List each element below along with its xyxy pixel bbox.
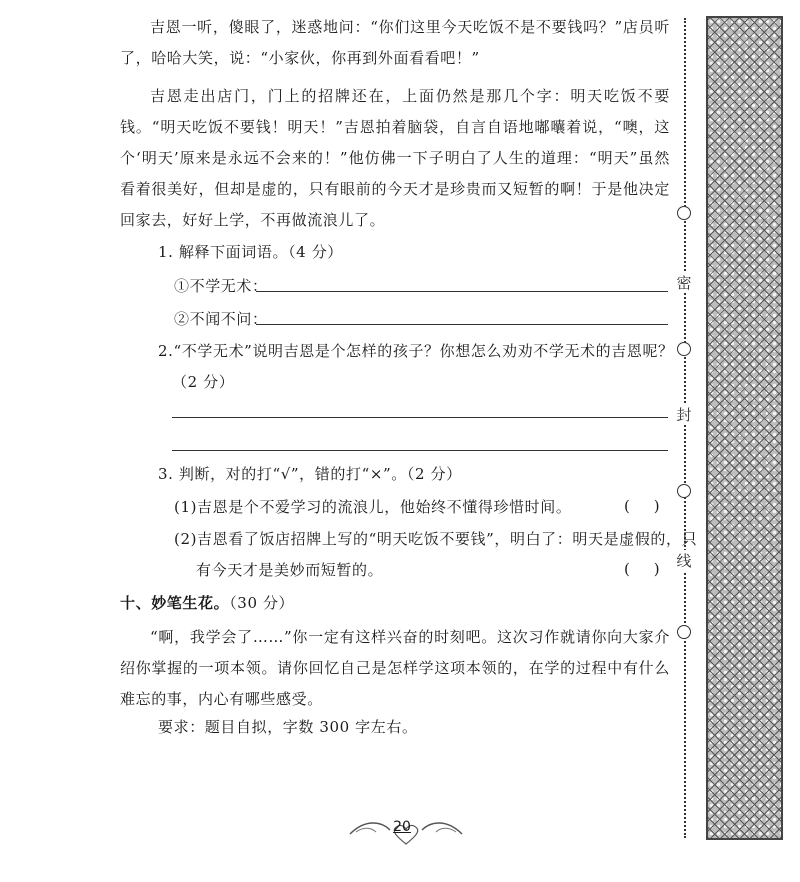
section-10-heading: 十、妙笔生花。 [120, 594, 230, 612]
q1-item-1-label: ①不学无术： [174, 277, 268, 295]
q1-item-2-label: ②不闻不问： [174, 310, 268, 328]
binding-hole-icon [677, 484, 691, 498]
q3-item-2-continued: 有今天才是美妙而短暂的。 [196, 561, 384, 579]
q3-title: 3. 判断，对的打“√”，错的打“×”。（2 分） [158, 465, 462, 483]
q1-item-2-answer-line[interactable] [256, 324, 668, 325]
section-10-score: （30 分） [229, 594, 295, 612]
q3-item-2-answer-bracket[interactable]: ( ) [624, 560, 660, 578]
q3-item-1-answer-bracket[interactable]: ( ) [624, 497, 660, 515]
q2-answer-line-2[interactable] [172, 450, 668, 451]
decorative-border-strip [706, 16, 783, 840]
binding-hole-icon [677, 625, 691, 639]
seal-char-feng: 封 [673, 404, 695, 425]
q2-answer-line-1[interactable] [172, 417, 668, 418]
story-paragraph-2: 吉恩走出店门，门上的招牌还在，上面仍然是那几个字：明天吃饭不要钱。“明天吃饭不要钱！明天！”吉恩拍着脑袋，自言自语地嘟囔着说，“噢，这个‘明天’原来是永远不会来的！”他仿佛一下子明白了人生的道理：“明天”虽然看着很美好，但却是虚的，只有眼前的今天才是珍贵而又短暂的啊！于是他决定回家去，好好上学，不再做流浪儿了。 [120, 87, 670, 229]
seal-char-mi: 密 [673, 272, 695, 293]
seal-char-xian: 线 [673, 550, 695, 571]
q2-title: 2.“不学无术”说明吉恩是个怎样的孩子？你想怎么劝劝不学无术的吉恩呢？ [158, 342, 674, 360]
q1-item-1-answer-line[interactable] [256, 291, 668, 292]
section-10-requirement: 要求：题目自拟，字数 300 字左右。 [158, 718, 418, 736]
q3-item-1: (1)吉恩是个不爱学习的流浪儿，他始终不懂得珍惜时间。 [174, 498, 572, 516]
section-10-prompt: “啊，我学会了……”你一定有这样兴奋的时刻吧。这次习作就请你向大家介绍你掌握的一项本领。请你回忆自己是怎样学这项本领的，在学的过程中有什么难忘的事，内心有哪些感受。 [120, 628, 670, 708]
binding-hole-icon [677, 206, 691, 220]
binding-hole-icon [677, 342, 691, 356]
q2-score: （2 分） [172, 373, 235, 391]
q1-title: 1. 解释下面词语。（4 分） [158, 243, 343, 261]
q3-item-2: (2)吉恩看了饭店招牌上写的“明天吃饭不要钱”，明白了：明天是虚假的，只 [174, 530, 698, 548]
binding-dotted-line [684, 18, 686, 838]
page-number: 20 [393, 819, 411, 835]
story-paragraph-1: 吉恩一听，傻眼了，迷惑地问：“你们这里今天吃饭不是不要钱吗？”店员听了，哈哈大笑，说：“小家伙，你再到外面看看吧！” [120, 18, 670, 67]
